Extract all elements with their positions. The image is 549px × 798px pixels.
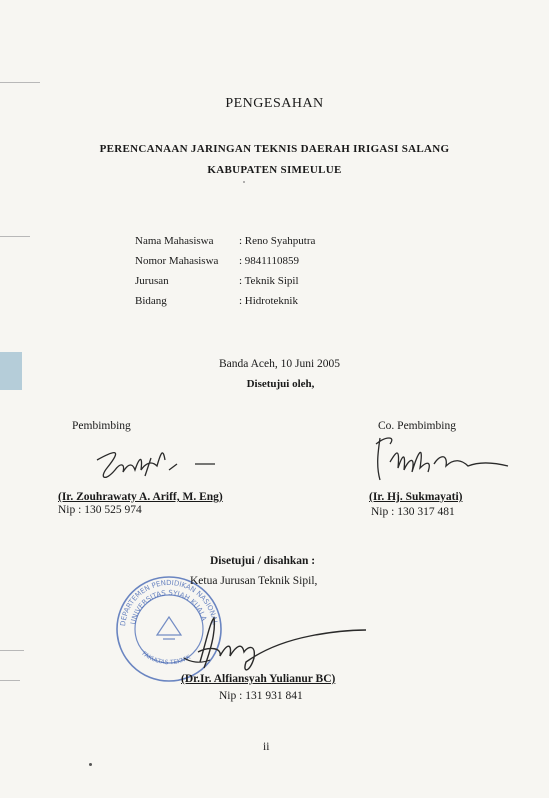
ratification-heading: Disetujui / disahkan :	[210, 555, 316, 567]
co-advisor-role: Co. Pembimbing	[378, 420, 456, 432]
co-advisor-nip: Nip : 130 317 481	[371, 506, 455, 518]
place-date: Banda Aceh, 10 Juni 2005	[218, 358, 341, 370]
department-head-name: (Dr.Ir. Alfiansyah Yulianur BC)	[181, 673, 336, 685]
info-value: : Teknik Sipil	[239, 275, 299, 287]
advisor-signature	[85, 440, 225, 490]
co-advisor-name: (Ir. Hj. Sukmayati)	[369, 491, 463, 503]
advisor-nip: Nip : 130 525 974	[58, 504, 142, 516]
approved-by-heading: Disetujui oleh,	[246, 378, 315, 390]
stamp-text-top: DEPARTEMEN PENDIDIKAN NASIONAL	[119, 578, 219, 627]
info-value: : Reno Syahputra	[239, 235, 316, 247]
info-label: Nama Mahasiswa	[135, 235, 214, 247]
info-value: : Hidroteknik	[239, 295, 298, 307]
advisor-name: (Ir. Zouhrawaty A. Ariff, M. Eng)	[58, 491, 223, 503]
scan-edge-line	[0, 82, 40, 83]
page-number: ii	[263, 741, 270, 753]
stamp-text-bottom: FAKULTAS TEKNIK	[140, 650, 192, 667]
advisor-role: Pembimbing	[72, 420, 131, 432]
info-row	[135, 291, 315, 311]
student-info-table	[135, 231, 315, 311]
scan-edge-line	[0, 680, 20, 681]
info-value: : 9841110859	[239, 255, 299, 267]
page-title: PENGESAHAN	[225, 96, 324, 111]
scan-edge-line	[0, 236, 30, 237]
info-label: Nomor Mahasiswa	[135, 255, 219, 267]
co-advisor-signature	[368, 432, 518, 492]
department-head-signature	[170, 612, 370, 682]
department-head-nip: Nip : 131 931 841	[219, 690, 303, 702]
scan-speck	[243, 181, 245, 183]
scan-edge-line	[0, 650, 24, 651]
info-row	[135, 231, 315, 251]
info-label: Jurusan	[135, 275, 169, 287]
department-head-role: Ketua Jurusan Teknik Sipil,	[190, 575, 318, 587]
stamp-text-mid: UNIVERSITAS SYIAH KUALA	[129, 588, 208, 626]
info-label: Bidang	[135, 295, 167, 307]
scan-speck	[89, 763, 92, 766]
thesis-title-line1: PERENCANAAN JARINGAN TEKNIS DAERAH IRIGASI SALANG	[99, 143, 450, 155]
info-row	[135, 251, 315, 271]
thesis-title-line2: KABUPATEN SIMEULUE	[207, 164, 342, 176]
info-row	[135, 271, 315, 291]
